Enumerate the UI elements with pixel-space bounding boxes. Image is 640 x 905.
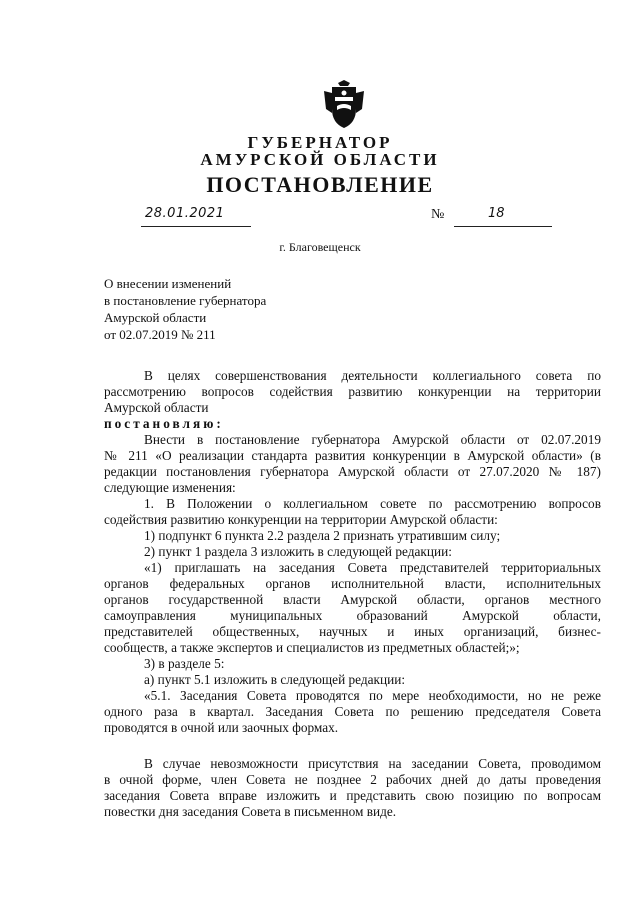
text-line: Амурской области bbox=[104, 400, 209, 415]
text-line: № 211 «О реализации стандарта развития конкуренции в Амурской области» (в bbox=[104, 448, 601, 463]
text-line: одного раза в квартал. Заседания Совета по решению председателя Совета bbox=[104, 704, 601, 719]
resolve-word: постановляю: bbox=[104, 416, 224, 431]
date-field bbox=[141, 206, 251, 227]
subject-block bbox=[104, 275, 266, 343]
text-line: а) пункт 5.1 изложить в следующей редакции: bbox=[144, 672, 406, 687]
text-line: редакции постановления губернатора Амурской области от 27.07.2020 № 187) bbox=[104, 464, 601, 479]
text-line: самоуправления муниципальных образований Амурской области, bbox=[104, 608, 601, 623]
subject-line: Амурской области bbox=[104, 310, 207, 325]
text-line: В целях совершенствования деятельности коллегиального совета по bbox=[144, 368, 601, 383]
text-line: органов федеральных органов исполнительной власти, исполнительных bbox=[104, 576, 601, 591]
text-line: в очной форме, член Совета не позднее 2 рабочих дней до даты проведения bbox=[104, 772, 601, 787]
text-line: 1) подпункт 6 пункта 2.2 раздела 2 признать утратившим силу; bbox=[144, 528, 501, 543]
text-line: содействия развитию конкуренции на территории Амурской области: bbox=[104, 512, 498, 527]
text-line: «5.1. Заседания Совета проводятся по мере необходимости, но не реже bbox=[144, 688, 601, 703]
number-label: № bbox=[431, 207, 445, 222]
date-value: 28.01.2021 bbox=[145, 206, 225, 221]
coat-of-arms-icon bbox=[318, 79, 370, 129]
text-line: сообществ, а также экспертов и специалистов из предметных областей;»; bbox=[104, 640, 520, 655]
text-line: рассмотрению вопросов содействия развитию конкуренции на территории bbox=[104, 384, 601, 399]
number-field bbox=[454, 206, 552, 227]
heading-region: АМУРСКОЙ ОБЛАСТИ bbox=[200, 150, 440, 169]
subject-line: от 02.07.2019 № 211 bbox=[104, 327, 216, 342]
text-line: 2) пункт 1 раздела 3 изложить в следующей редакции: bbox=[144, 544, 452, 559]
text-line: 3) в разделе 5: bbox=[144, 656, 225, 671]
city-name: г. Благовещенск bbox=[279, 240, 361, 254]
subject-line: в постановление губернатора bbox=[104, 293, 267, 308]
document-type-title: ПОСТАНОВЛЕНИЕ bbox=[206, 172, 434, 197]
text-line: представителей общественных, научных и иных организаций, бизнес- bbox=[104, 624, 601, 639]
text-line: органов государственной власти Амурской области, органов местного bbox=[104, 592, 601, 607]
text-line: В случае невозможности присутствия на заседании Совета, проводимом bbox=[144, 756, 601, 771]
preamble bbox=[104, 368, 601, 736]
heading-governor: ГУБЕРНАТОР bbox=[247, 133, 393, 152]
text-line: проводятся в очной или заочных формах. bbox=[104, 720, 339, 735]
text-line: повестки дня заседания Совета в письменном виде. bbox=[104, 804, 397, 819]
text-line: следующие изменения: bbox=[104, 480, 236, 495]
subject-line: О внесении изменений bbox=[104, 276, 232, 291]
text-line: заседания Совета вправе изложить и представить свою позицию по вопросам bbox=[104, 788, 601, 803]
number-value: 18 bbox=[488, 206, 505, 221]
text-line: 1. В Положении о коллегиальном совете по рассмотрению вопросов bbox=[144, 496, 601, 511]
text-line: Внести в постановление губернатора Амурской области от 02.07.2019 bbox=[144, 432, 601, 447]
text-line: «1) приглашать на заседания Совета представителей территориальных bbox=[144, 560, 601, 575]
final-paragraph bbox=[104, 756, 601, 820]
